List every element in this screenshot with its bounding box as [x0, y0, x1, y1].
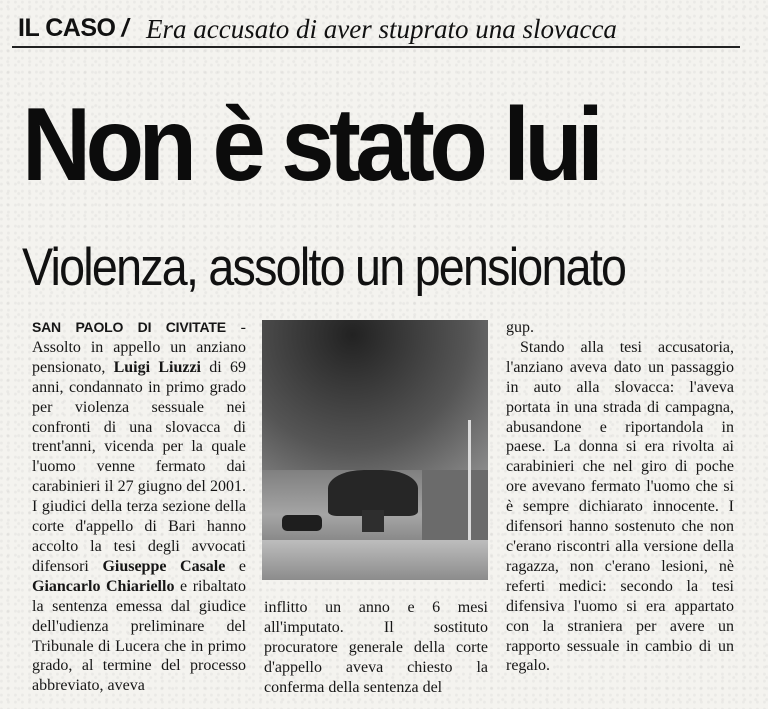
- news-photo: [262, 320, 488, 580]
- column-1-text-b: di 69 anni, condannato in primo grado per violenza sessuale nei confronti di una slovacca di trent'anni, vicenda per la quale l'uomo venne fermato dai carabinieri il 27 giugno del 2001. I giudici della terza sezione della corte d'appello di Bari hanno accolto la tesi degli avvocati difensori: [32, 358, 246, 575]
- article-column-1: [32, 318, 246, 696]
- column-1-text-d: e ribaltato la sentenza emessa dal giudice dell'udienza preliminare del Tribunale di Lucera che in primo grado, al termine del processo abbreviato, aveva: [32, 577, 247, 695]
- column-1-text-a: - Assolto in appello un anziano pensionato,: [32, 319, 246, 376]
- photo-pole: [468, 420, 471, 560]
- person-name-1: Luigi Liuzzi: [113, 358, 201, 376]
- article-column-2: [264, 598, 488, 698]
- column-3-text-a: gup.: [506, 319, 534, 336]
- kicker-label: IL CASO: [18, 14, 116, 42]
- photo-sky: [262, 320, 488, 470]
- article-column-3: [506, 318, 734, 676]
- kicker-separator: /: [121, 14, 128, 42]
- person-name-3: Giancarlo Chiariello: [32, 577, 175, 595]
- column-1-text-c: e: [225, 557, 247, 575]
- headline: Non è stato lui: [22, 87, 599, 203]
- photo-trunk: [362, 510, 384, 532]
- photo-road: [262, 540, 488, 580]
- subheadline: Violenza, assolto un pensionato: [22, 238, 626, 297]
- photo-car: [282, 515, 322, 531]
- column-3-text-b: Stando alla tesi accusatoria, l'anziano aveva dato un passaggio in auto alla slovacca: l'aveva portata in una strada di campagna, abusandone e riportandola in paese. La donna si era rivolta ai carabinieri che nel giro di poche ore avevano fermato l'uomo che si è sempre dichiarato innocente. I difensori hanno sostenuto che non c'erano riscontri alla versione della ragazza, non c'erano lesioni, nè referti medici: secondo la tesi difensiva l'uomo si era appartato con la straniera per avere un rapporto sessuale in cambio di un regalo.: [506, 338, 734, 675]
- column-2-text: inflitto un anno e 6 mesi all'imputato. Il sostituto procuratore generale della corte d'appello aveva chiesto la conferma della sentenza del: [264, 599, 488, 696]
- person-name-2: Giuseppe Casale: [102, 557, 226, 575]
- kicker: [18, 14, 134, 43]
- subkicker: Era accusato di aver stuprato una slovacca: [146, 14, 617, 44]
- photo-building: [422, 470, 488, 540]
- dateline: SAN PAOLO DI CIVITATE: [32, 319, 226, 335]
